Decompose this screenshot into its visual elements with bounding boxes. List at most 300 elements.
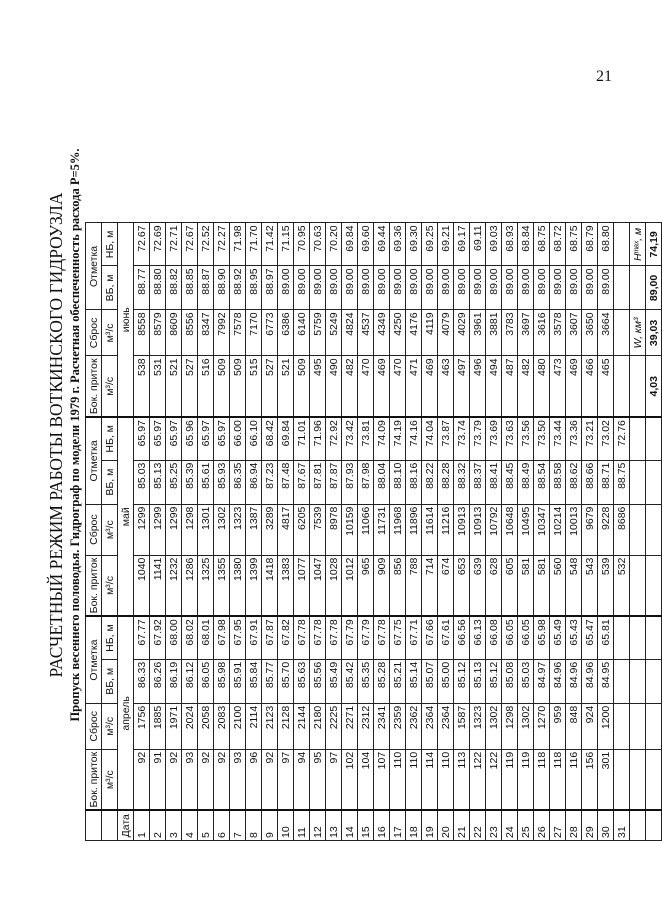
vb-cell: 85.98 [214,659,230,703]
sbros-cell: 2083 [214,703,230,749]
sbros-cell: 1299 [150,504,166,555]
nb-cell [614,616,630,659]
bok-pritok-cell: 856 [390,555,406,616]
bok-pritok-cell: 909 [374,555,390,616]
totals-label-row [630,223,646,841]
nb-cell: 71.98 [230,223,246,266]
nb-cell: 72.52 [198,223,214,266]
sbros-cell: 1298 [182,504,198,555]
empty-cell [646,460,662,504]
vb-cell: 85.70 [278,659,294,703]
nb-cell: 71.42 [262,223,278,266]
sbros-cell: 4349 [374,310,390,356]
day-cell: 7 [230,811,246,841]
vb-cell: 85.35 [358,659,374,703]
nb-cell: 67.79 [358,616,374,659]
sbros-cell: 1302 [518,703,534,749]
day-cell: 17 [390,811,406,841]
sbros-cell: 10214 [550,504,566,555]
day-cell: 5 [198,811,214,841]
bok-pritok-cell: 473 [550,356,566,417]
nb-cell: 66.00 [230,417,246,460]
bok-pritok-cell [614,749,630,810]
nb-cell: 70.20 [326,223,342,266]
bok-pritok-cell: 482 [342,356,358,417]
sbros-cell: 2058 [198,703,214,749]
vb-cell: 85.08 [502,659,518,703]
day-cell: 29 [582,811,598,841]
sbros-cell: 1200 [598,703,614,749]
nb-cell: 73.81 [358,417,374,460]
sbros-cell: 4029 [454,310,470,356]
day-cell: 26 [534,811,550,841]
bok-pritok-cell: 122 [486,749,502,810]
bok-pritok-cell: 91 [150,749,166,810]
nb-cell: 66.13 [470,616,486,659]
sbros-cell [614,703,630,749]
bok-pritok-cell: 532 [614,555,630,616]
table-row [214,223,230,841]
sbros-cell: 959 [550,703,566,749]
sbros-cell: 7992 [214,310,230,356]
bok-pritok-cell: 93 [230,749,246,810]
nb-cell: 67.91 [246,616,262,659]
nb-cell: 73.44 [550,417,566,460]
nb-cell: 69.84 [342,223,358,266]
table-row [342,223,358,841]
nb-cell: 69.25 [422,223,438,266]
nb-cell: 73.87 [438,417,454,460]
vb-cell: 85.13 [470,659,486,703]
vb-cell: 86.05 [198,659,214,703]
vb-cell: 88.04 [374,460,390,504]
bok-pritok-cell: 1141 [150,555,166,616]
bok-pritok-cell: 469 [374,356,390,417]
sbros-cell: 8978 [326,504,342,555]
vb-cell: 85.93 [214,460,230,504]
h-max-nb: 74,19 [646,223,662,266]
day-cell: 18 [406,811,422,841]
sbros-cell: 2364 [422,703,438,749]
day-cell: 9 [262,811,278,841]
day-cell: 31 [614,811,630,841]
sbros-cell: 4537 [358,310,374,356]
vb-cell: 88.95 [246,266,262,310]
vb-cell: 88.16 [406,460,422,504]
bok-pritok-cell: 470 [358,356,374,417]
nb-cell: 70.95 [294,223,310,266]
sbros-cell [614,310,630,356]
hdr-sbros-may: Сброс [86,504,102,555]
nb-cell: 65.47 [582,616,598,659]
day-cell: 24 [502,811,518,841]
vb-cell: 88.37 [470,460,486,504]
table-row [390,223,406,841]
nb-cell: 67.78 [294,616,310,659]
sbros-cell: 10792 [486,504,502,555]
header-row-months [118,223,134,841]
nb-cell: 73.42 [342,417,358,460]
sbros-cell: 10347 [534,504,550,555]
vb-cell: 85.77 [262,659,278,703]
hdr-bok-jun: Бок. приток [86,356,102,417]
bok-pritok-cell: 628 [486,555,502,616]
vb-cell: 85.61 [198,460,214,504]
vb-cell: 86.19 [166,659,182,703]
hdr-nb: НБ, м [102,417,118,460]
vb-cell: 89.00 [582,266,598,310]
bok-pritok-cell: 156 [582,749,598,810]
vb-cell: 85.39 [182,460,198,504]
sbros-cell: 11896 [406,504,422,555]
day-cell: 16 [374,811,390,841]
sbros-cell: 8609 [166,310,182,356]
bok-pritok-cell: 788 [406,555,422,616]
sbros-cell: 11614 [422,504,438,555]
sbros-cell: 4176 [406,310,422,356]
nb-cell: 67.92 [150,616,166,659]
bok-pritok-cell: 527 [262,356,278,417]
table-row [182,223,198,841]
hdr-unit: м³/с [102,356,118,417]
nb-cell: 67.82 [278,616,294,659]
nb-cell: 69.44 [374,223,390,266]
vb-cell: 88.10 [390,460,406,504]
sbros-cell: 2100 [230,703,246,749]
sbros-cell: 2359 [390,703,406,749]
day-cell: 15 [358,811,374,841]
bok-pritok-cell: 605 [502,555,518,616]
sbros-cell: 1301 [198,504,214,555]
table-row [534,223,550,841]
nb-cell: 71.01 [294,417,310,460]
empty-cell [646,616,662,659]
vb-cell: 88.97 [262,266,278,310]
nb-cell: 70.63 [310,223,326,266]
vb-cell: 89.00 [390,266,406,310]
nb-cell: 69.36 [390,223,406,266]
table-row [310,223,326,841]
nb-cell: 73.02 [598,417,614,460]
table-row [374,223,390,841]
vb-cell: 89.00 [358,266,374,310]
nb-cell: 69.60 [358,223,374,266]
sbros-cell: 3664 [598,310,614,356]
vb-cell: 89.00 [278,266,294,310]
empty-cell [646,749,662,810]
sbros-cell: 2144 [294,703,310,749]
nb-cell: 67.75 [390,616,406,659]
empty-cell [646,417,662,460]
vb-cell: 89.00 [534,266,550,310]
vb-cell: 88.22 [422,460,438,504]
hdr-nb: НБ, м [102,616,118,659]
sbros-cell: 3881 [486,310,502,356]
table-row [262,223,278,841]
vb-cell: 88.92 [230,266,246,310]
bok-pritok-cell: 92 [262,749,278,810]
hdr-vb: ВБ, м [102,266,118,310]
vb-cell [614,266,630,310]
sbros-cell: 1323 [470,703,486,749]
sbros-cell: 10648 [502,504,518,555]
vb-cell: 88.87 [198,266,214,310]
day-cell: 10 [278,811,294,841]
nb-cell: 68.84 [518,223,534,266]
sbros-cell: 4824 [342,310,358,356]
bok-pritok-cell: 469 [566,356,582,417]
vb-cell: 88.54 [534,460,550,504]
bok-pritok-cell: 97 [278,749,294,810]
bok-pritok-cell: 466 [582,356,598,417]
vb-cell: 88.82 [166,266,182,310]
header-row-main [86,223,102,841]
table-row [438,223,454,841]
sbros-cell: 1756 [134,703,150,749]
vb-cell: 87.87 [326,460,342,504]
vb-cell: 88.45 [502,460,518,504]
vb-cell [614,659,630,703]
day-cell: 8 [246,811,262,841]
vb-cell: 88.77 [134,266,150,310]
hdr-bok-may: Бок. приток [86,555,102,616]
sbros-cell: 1885 [150,703,166,749]
nb-cell: 65.81 [598,616,614,659]
nb-cell: 68.79 [582,223,598,266]
vb-cell: 85.03 [518,659,534,703]
table-row [486,223,502,841]
vb-cell: 89.00 [326,266,342,310]
sbros-cell: 5759 [310,310,326,356]
table-row [566,223,582,841]
nb-cell: 68.93 [502,223,518,266]
hdr-sbros-jun: Сброс [86,310,102,356]
nb-cell: 68.01 [198,616,214,659]
sbros-cell: 10913 [470,504,486,555]
bok-pritok-cell: 1028 [326,555,342,616]
bok-pritok-cell: 118 [550,749,566,810]
sbros-cell: 2271 [342,703,358,749]
bok-pritok-cell: 92 [214,749,230,810]
sbros-cell: 3289 [262,504,278,555]
sbros-cell: 11066 [358,504,374,555]
bok-pritok-cell: 97 [326,749,342,810]
day-cell: 19 [422,811,438,841]
bok-pritok-cell: 96 [246,749,262,810]
nb-cell: 67.78 [326,616,342,659]
empty-cell [646,811,662,841]
hdr-unit: м³/с [102,749,118,810]
table-row [166,223,182,841]
table-row [470,223,486,841]
vb-cell: 87.48 [278,460,294,504]
vb-cell: 89.00 [518,266,534,310]
nb-cell: 66.08 [486,616,502,659]
sbros-cell: 2341 [374,703,390,749]
vb-cell: 88.66 [582,460,598,504]
vb-cell: 85.49 [326,659,342,703]
sbros-cell: 8686 [614,504,630,555]
bok-pritok-cell: 463 [438,356,454,417]
nb-cell: 73.74 [454,417,470,460]
nb-cell: 65.98 [534,616,550,659]
empty-cell [646,659,662,703]
nb-cell: 67.95 [230,616,246,659]
nb-cell: 71.15 [278,223,294,266]
nb-cell: 67.78 [374,616,390,659]
vb-cell: 88.41 [486,460,502,504]
bok-pritok-cell: 469 [422,356,438,417]
hdr-unit: м³/с [102,504,118,555]
bok-pritok-cell: 639 [470,555,486,616]
bok-pritok-cell: 482 [518,356,534,417]
day-cell: 11 [294,811,310,841]
table-row [582,223,598,841]
sbros-cell: 6773 [262,310,278,356]
bok-pritok-cell: 521 [278,356,294,417]
bok-pritok-cell: 122 [470,749,486,810]
bok-pritok-cell: 495 [310,356,326,417]
bok-pritok-cell: 1399 [246,555,262,616]
bok-pritok-cell: 509 [230,356,246,417]
table-row [246,223,262,841]
nb-cell: 68.00 [166,616,182,659]
nb-cell: 68.75 [534,223,550,266]
nb-cell: 73.50 [534,417,550,460]
sbros-cell: 2180 [310,703,326,749]
nb-cell: 69.03 [486,223,502,266]
day-cell: 14 [342,811,358,841]
bok-pritok-cell: 509 [214,356,230,417]
nb-cell: 74.16 [406,417,422,460]
bok-pritok-cell: 496 [470,356,486,417]
w-sbros-total: 39,03 [646,310,662,356]
bok-pritok-cell: 118 [534,749,550,810]
sbros-cell: 11216 [438,504,454,555]
vb-cell: 89.00 [374,266,390,310]
nb-cell [614,223,630,266]
sbros-cell: 11731 [374,504,390,555]
bok-pritok-cell: 301 [598,749,614,810]
vb-cell: 89.00 [566,266,582,310]
hdr-sbros-apr: Сброс [86,703,102,749]
bok-pritok-cell: 92 [166,749,182,810]
nb-cell: 68.80 [598,223,614,266]
nb-cell: 68.72 [550,223,566,266]
sbros-cell: 10159 [342,504,358,555]
hdr-otmetka-jun: Отметка [86,223,102,310]
nb-cell: 72.71 [166,223,182,266]
vb-cell: 88.28 [438,460,454,504]
day-cell: 1 [134,811,150,841]
nb-cell: 67.77 [134,616,150,659]
bok-pritok-cell: 465 [598,356,614,417]
bok-pritok-cell: 119 [518,749,534,810]
bok-pritok-cell: 538 [134,356,150,417]
hdr-otmetka-may: Отметка [86,417,102,504]
vb-cell: 89.00 [310,266,326,310]
day-cell: 12 [310,811,326,841]
sbros-cell: 3616 [534,310,550,356]
sbros-cell: 1587 [454,703,470,749]
month-may: май [118,417,134,616]
totals-row [646,223,662,841]
vb-cell: 85.03 [134,460,150,504]
sbros-cell: 8579 [150,310,166,356]
bok-pritok-cell: 509 [294,356,310,417]
sbros-cell: 2312 [358,703,374,749]
hdr-vb: ВБ, м [102,460,118,504]
sbros-cell: 2364 [438,703,454,749]
sbros-cell: 3961 [470,310,486,356]
hdr-unit: м³/с [102,703,118,749]
vb-cell: 84.97 [534,659,550,703]
table-row [518,223,534,841]
sbros-cell: 10013 [566,504,582,555]
nb-cell: 66.05 [518,616,534,659]
hdr-nb: НБ, м [102,223,118,266]
h-max-vb: 89,00 [646,266,662,310]
table-row [614,223,630,841]
vb-cell: 84.95 [598,659,614,703]
sbros-cell: 3783 [502,310,518,356]
day-cell: 6 [214,811,230,841]
nb-cell: 68.42 [262,417,278,460]
bok-pritok-cell: 539 [598,555,614,616]
vb-cell: 87.67 [294,460,310,504]
sbros-cell: 2114 [246,703,262,749]
vb-cell: 89.00 [550,266,566,310]
nb-cell: 65.43 [566,616,582,659]
nb-cell: 72.67 [182,223,198,266]
document-subtitle: Пропуск весеннего половодья. Гидрограф по модели 1979 г. Расчетная обеспеченность расхода P=5%. [68,148,82,722]
table-row [134,223,150,841]
vb-cell: 88.32 [454,460,470,504]
hdr-otmetka-apr: Отметка [86,616,102,703]
bok-pritok-cell: 965 [358,555,374,616]
table-row [454,223,470,841]
vb-cell: 89.00 [342,266,358,310]
nb-cell: 65.97 [214,417,230,460]
bok-pritok-cell: 102 [342,749,358,810]
sbros-cell: 8556 [182,310,198,356]
sbros-cell: 1299 [134,504,150,555]
bok-pritok-cell: 494 [486,356,502,417]
sbros-cell: 3578 [550,310,566,356]
vb-cell: 88.49 [518,460,534,504]
sbros-cell: 2362 [406,703,422,749]
nb-cell: 74.09 [374,417,390,460]
nb-cell: 72.92 [326,417,342,460]
day-cell: 30 [598,811,614,841]
nb-cell: 66.10 [246,417,262,460]
vb-cell: 85.28 [374,659,390,703]
hdr-bok-apr: Бок. приток [86,749,102,810]
document-title: РАСЧЕТНЫЙ РЕЖИМ РАБОТЫ ВОТКИНСКОГО ГИДРОУЗЛА [46,192,66,678]
vb-cell: 89.00 [598,266,614,310]
table-row [502,223,518,841]
vb-cell: 84.96 [582,659,598,703]
vb-cell: 85.12 [454,659,470,703]
nb-cell: 72.67 [134,223,150,266]
vb-cell: 88.58 [550,460,566,504]
nb-cell: 71.96 [310,417,326,460]
bok-pritok-cell: 521 [166,356,182,417]
sbros-cell: 4119 [422,310,438,356]
vb-cell: 88.75 [614,460,630,504]
nb-cell: 66.56 [454,616,470,659]
bok-pritok-cell: 1380 [230,555,246,616]
